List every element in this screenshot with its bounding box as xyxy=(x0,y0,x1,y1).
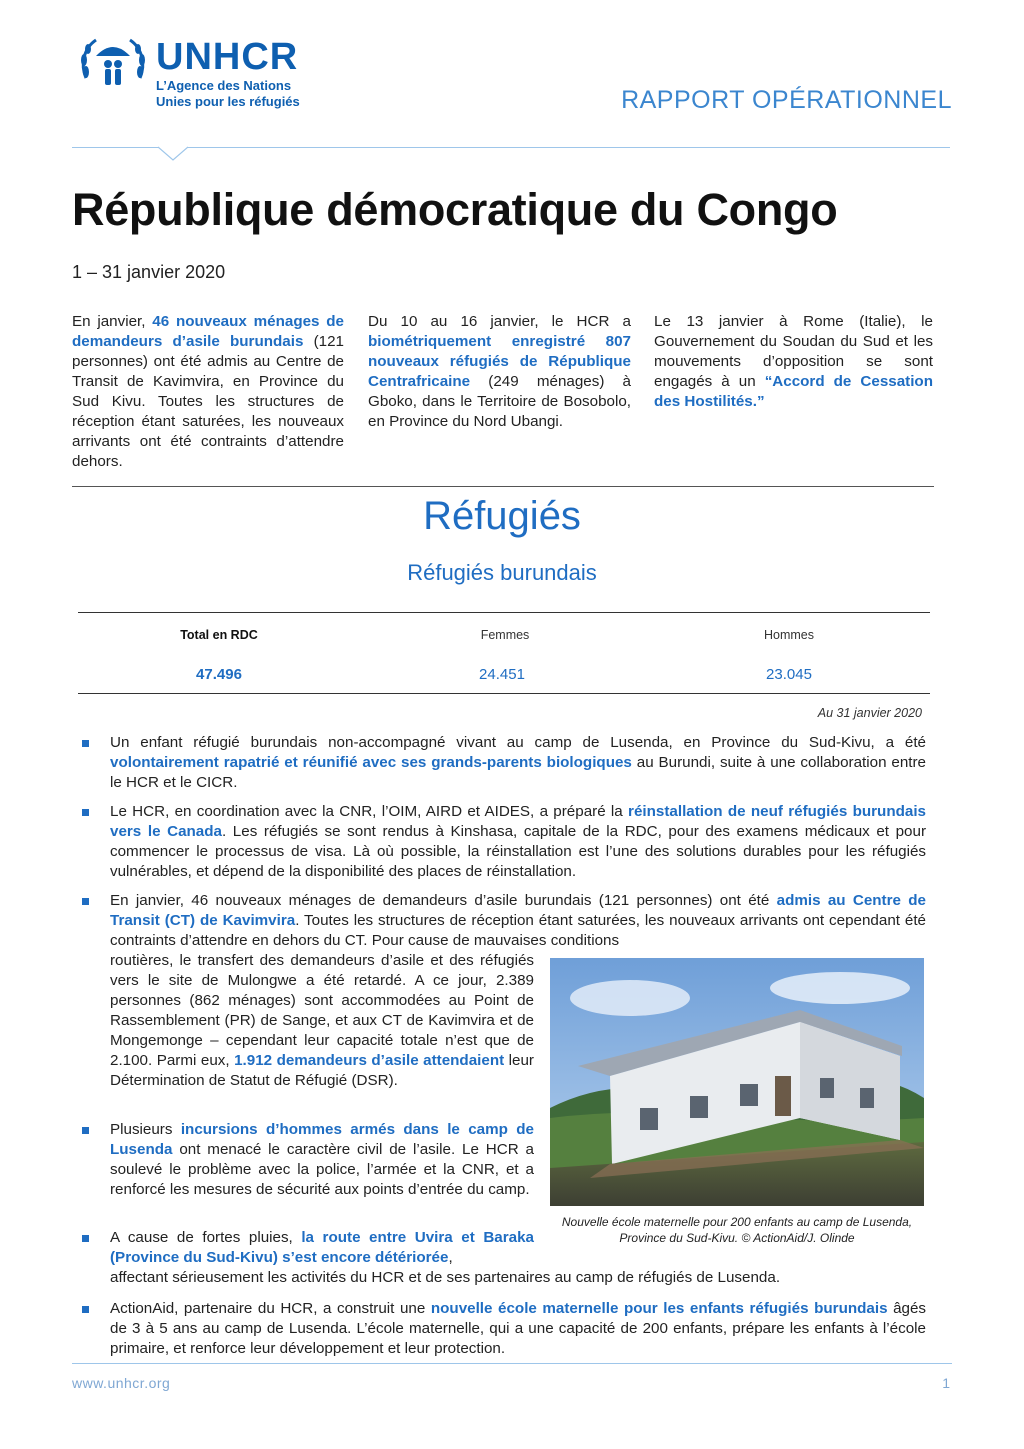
header-divider xyxy=(72,147,950,148)
page-number: 1 xyxy=(942,1375,950,1391)
photo-caption: Nouvelle école maternelle pour 200 enfants au camp de Lusenda, Province du Sud-Kivu. © ActionAid/J. Olinde xyxy=(561,1215,913,1245)
stat-value-men: 23.045 xyxy=(766,666,812,683)
bullet-item xyxy=(110,891,926,951)
section-title: Réfugiés xyxy=(423,494,581,538)
stats-as-of-date: Au 31 janvier 2020 xyxy=(817,706,922,720)
school-photo-illustration xyxy=(550,958,924,1206)
bullet-text: Plusieurs xyxy=(110,1121,181,1138)
intro-text: Le 13 janvier à Rome (Italie), le Gouvernement du Soudan du Sud et les mouvements d’opposition se sont engagés à un xyxy=(654,313,933,390)
stats-top-rule xyxy=(78,612,930,613)
bullet-highlight: 1.912 demandeurs d’asile attendaient xyxy=(234,1052,505,1069)
intro-column-1 xyxy=(72,312,344,472)
bullet-highlight: admis au Centre de Transit (CT) de Kavimvira xyxy=(110,892,926,929)
header-notch-icon xyxy=(158,146,188,162)
intro-column-3 xyxy=(654,312,933,412)
report-type-label: RAPPORT OPÉRATIONNEL xyxy=(621,86,952,114)
intro-highlight: biométriquement enregistré 807 nouveaux réfugiés de République Centrafricaine xyxy=(368,333,631,390)
bullet-text: A cause de fortes pluies, xyxy=(110,1229,302,1246)
bullet-text: routières, le transfert des demandeurs d’asile et des réfugiés vers le site de Mulongwe a été retardé. A ce jour, 2.389 personnes (862 ménages) sont accommodées au Point de Rassemblement (PR) de Sange, et aux CT de Kavimvira et de Mongemonge – cependant leur capacité totale n’est que de 2.100. Parmi eux, xyxy=(110,952,534,1069)
unhcr-emblem-icon xyxy=(78,34,148,96)
footer-divider xyxy=(72,1363,952,1364)
bullet-text: . Les réfugiés se sont rendus à Kinshasa, capitale de la RDC, pour des examens médicaux et pour commencer le processus de visa. Là où possible, la réinstallation est l’une des solutions durables pour les réfugiés vulnérables, et dépend de la disponibilité des places de réinstallation. xyxy=(110,823,926,880)
bullet-item xyxy=(110,802,926,882)
bullet-highlight: la route entre Uvira et Baraka (Province du Sud-Kivu) s’est encore détériorée xyxy=(110,1229,534,1266)
bullet-text: Un enfant réfugié burundais non-accompagné vivant au camp de Lusenda, en Province du Sud-Kivu, a été xyxy=(110,734,926,751)
bullet-text: ActionAid, partenaire du HCR, a construit une xyxy=(110,1300,431,1317)
footer-website-link[interactable]: www.unhcr.org xyxy=(72,1375,171,1391)
intro-column-2 xyxy=(368,312,631,432)
bullet-text: Le HCR, en coordination avec la CNR, l’OIM, AIRD et AIDES, a préparé la xyxy=(110,803,629,820)
bullet-item xyxy=(110,1120,534,1200)
stats-bottom-rule xyxy=(78,693,930,694)
section-subtitle: Réfugiés burundais xyxy=(407,560,597,585)
logo-subtitle-line2: Unies pour les réfugiés xyxy=(156,94,300,109)
school-building-photo xyxy=(550,958,924,1206)
bullet-continuation xyxy=(110,951,534,1091)
bullet-text: , xyxy=(448,1249,453,1266)
bullet-text: âgés de 3 à 5 ans au camp de Lusenda. L’école maternelle, qui a une capacité de 200 enfants, prépare les enfants à l’école primaire, et renforce leur développement et leur protection. xyxy=(110,1300,927,1357)
bullet-highlight: incursions d’hommes armés dans le camp de Lusenda xyxy=(110,1121,534,1158)
intro-highlight: “Accord de Cessation des Hostilités.” xyxy=(654,373,933,410)
bullet-text: leur Détermination de Statut de Réfugié (DSR). xyxy=(110,1052,534,1089)
report-date-range: 1 – 31 janvier 2020 xyxy=(72,262,226,282)
logo-subtitle-line1: L’Agence des Nations xyxy=(156,78,292,93)
bullet-text: . Toutes les structures de réception étant saturées, les nouveaux arrivants ont cependant été contraints d’attendre en dehors du CT. Pour cause de mauvaises conditions xyxy=(110,912,927,949)
bullet-item xyxy=(110,1299,926,1359)
intro-text: (249 ménages) à Gboko, dans le Territoire de Bosobolo, en Province du Nord Ubangi. xyxy=(368,373,631,430)
bullet-text: ont menacé le caractère civil de l’asile. Le HCR a soulevé le problème avec la police, l’armée et la CNR, et a renforcé les mesures de sécurité aux points d’entrée du camp. xyxy=(110,1141,534,1198)
intro-text: (121 personnes) ont été admis au Centre de Transit de Kavimvira, en Province du Sud Kivu. Toutes les structures de réception étant saturées, les nouveaux arrivants ont été contraints d’attendre dehors. xyxy=(72,333,345,470)
stat-label-total: Total en RDC xyxy=(180,628,258,642)
intro-highlight: 46 nouveaux ménages de demandeurs d’asile burundais xyxy=(72,313,345,350)
intro-text: Du 10 au 16 janvier, le HCR a xyxy=(368,313,631,330)
stat-label-women: Femmes xyxy=(480,628,530,642)
bullet-highlight: nouvelle école maternelle pour les enfants réfugiés burundais xyxy=(430,1300,888,1317)
bullet-text: En janvier, 46 nouveaux ménages de demandeurs d’asile burundais (121 personnes) ont été xyxy=(110,892,777,909)
bullet-text: au Burundi, suite à une collaboration entre le HCR et le CICR. xyxy=(110,754,926,791)
logo-wordmark: UNHCR xyxy=(156,36,299,78)
stat-value-total: 47.496 xyxy=(196,666,242,683)
stat-label-men: Hommes xyxy=(763,628,814,642)
stat-value-women: 24.451 xyxy=(479,666,525,683)
bullet-item xyxy=(110,1228,534,1268)
bullet-highlight: réinstallation de neuf réfugiés burundais vers le Canada xyxy=(110,803,926,840)
unhcr-logo xyxy=(78,34,328,114)
bullet-continuation xyxy=(110,1268,926,1288)
intro-text: En janvier, xyxy=(72,313,153,330)
bullet-highlight: volontairement rapatrié et réunifié avec ses grands-parents biologiques xyxy=(110,754,632,771)
section-divider xyxy=(72,486,934,487)
page-title: République démocratique du Congo xyxy=(72,184,838,235)
bullet-item xyxy=(110,733,926,793)
bullet-text: affectant sérieusement les activités du HCR et de ses partenaires au camp de réfugiés de Lusenda. xyxy=(110,1269,781,1286)
